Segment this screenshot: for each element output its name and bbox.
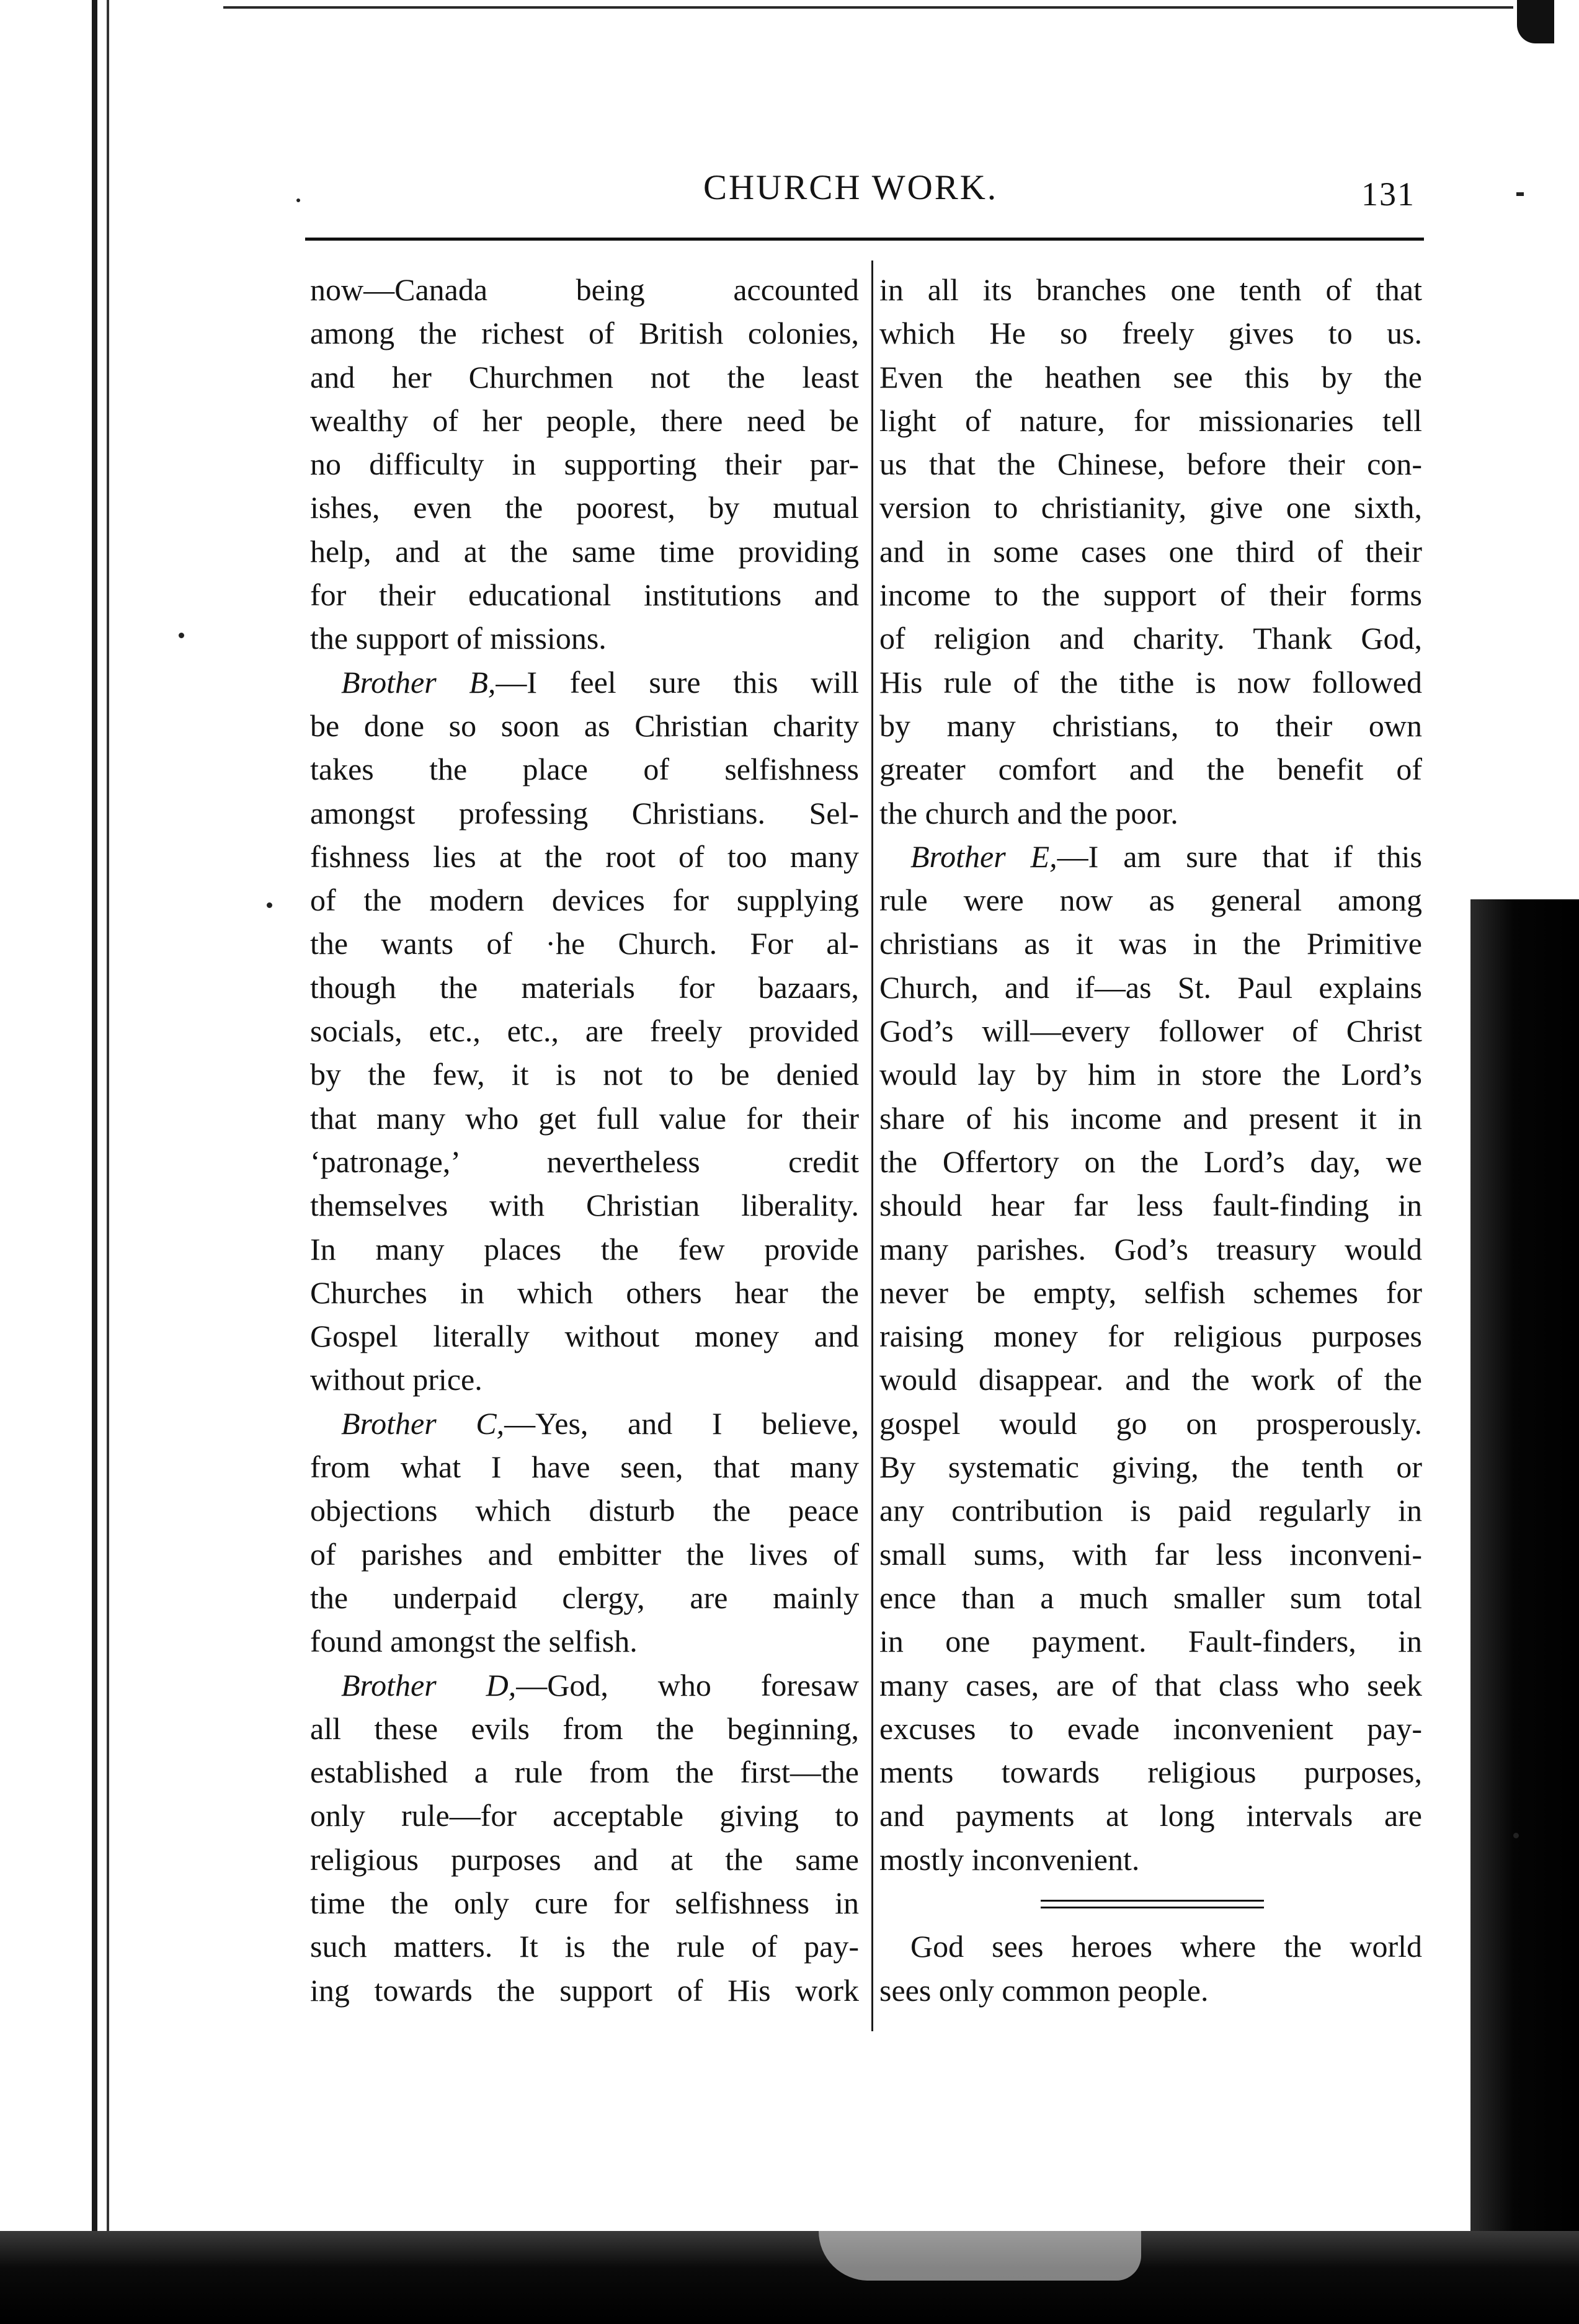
scan-right-edge	[1470, 899, 1579, 2324]
text-line: God’s will—every follower of Christ	[879, 1013, 1422, 1049]
text-line: would disappear. and the work of the	[879, 1362, 1422, 1397]
text-line: income to the support of their forms	[879, 577, 1422, 613]
text-line: be done so soon as Christian charity	[310, 708, 859, 743]
text-line: the church and the poor.	[879, 795, 1178, 830]
text-line: Even the heathen see this by the	[879, 359, 1422, 394]
header-dot	[296, 198, 300, 202]
text-line: many parishes. God’s treasury would	[879, 1231, 1422, 1267]
text-line: in all its branches one tenth of that	[879, 272, 1422, 307]
text-line: all these evils from the beginning,	[310, 1711, 859, 1746]
speaker-line	[310, 1663, 859, 1707]
text-line: raising money for religious purposes	[879, 1319, 1422, 1354]
text-line: which He so freely gives to us.	[879, 316, 1422, 351]
text-run: —Yes, and I believe,	[504, 1405, 859, 1441]
text-line: amongst professing Christians. Sel-	[310, 795, 859, 830]
text-run: —God, who foresaw	[516, 1667, 859, 1703]
text-line: socials, etc., etc., are freely provided	[310, 1013, 859, 1049]
text-line: God sees heroes where the world	[910, 1929, 1422, 1964]
text-line: Churches in which others hear the	[310, 1275, 859, 1310]
text-line: of the modern devices for supplying	[310, 883, 859, 918]
text-line: ishes, even the poorest, by mutual	[310, 490, 859, 525]
text-line: of parishes and embitter the lives of	[310, 1536, 859, 1572]
text-line: mostly inconvenient.	[879, 1841, 1140, 1877]
running-head: CHURCH WORK.	[703, 168, 999, 207]
text-line: no difficulty in supporting their par-	[310, 447, 859, 482]
text-line: ence than a much smaller sum total	[879, 1580, 1422, 1615]
section-divider	[879, 1881, 1422, 1925]
text-line: for their educational institutions and	[310, 577, 859, 613]
right-column	[879, 268, 1422, 2012]
text-line: by the few, it is not to be denied	[310, 1057, 859, 1092]
text-line: that many who get full value for their	[310, 1100, 859, 1136]
text-line: the wants of ·he Church. For al-	[310, 926, 859, 961]
speaker-name: Brother D,	[341, 1667, 517, 1703]
text-run: —I feel sure this will	[496, 664, 859, 700]
scan-top-right-corner	[1517, 0, 1554, 43]
text-line: fishness lies at the root of too many	[310, 839, 859, 874]
text-line: now—Canada being accounted	[310, 272, 859, 307]
text-line: any contribution is paid regularly in	[879, 1493, 1422, 1528]
speaker-name: Brother C,	[341, 1405, 505, 1441]
text-line: and her Churchmen not the least	[310, 359, 859, 394]
text-line: the support of missions.	[310, 621, 607, 656]
text-line: should hear far less fault-finding in	[879, 1188, 1422, 1223]
text-line: objections which disturb the peace	[310, 1493, 859, 1528]
text-line: time the only cure for selfishness in	[310, 1885, 859, 1920]
text-line: us that the Chinese, before their con-	[879, 447, 1422, 482]
double-rule	[1041, 1900, 1264, 1908]
text-line: By systematic giving, the tenth or	[879, 1449, 1422, 1485]
text-line: takes the place of selfishness	[310, 752, 859, 787]
header-tick	[1516, 192, 1524, 196]
text-line: excuses to evade inconvenient pay-	[879, 1711, 1422, 1746]
text-line: and in some cases one third of their	[879, 533, 1422, 569]
text-line: Church, and if—as St. Paul explains	[879, 969, 1422, 1005]
left-column	[310, 268, 859, 2012]
text-line: christians as it was in the Primitive	[879, 926, 1422, 961]
speaker-line	[310, 661, 859, 704]
scan-speck	[267, 902, 272, 908]
speaker-name: Brother E,	[910, 839, 1057, 874]
scan-bottom-edge	[0, 2231, 1579, 2324]
speaker-line	[879, 835, 1422, 878]
text-line: share of his income and present it in	[879, 1100, 1422, 1136]
text-line: wealthy of her people, there need be	[310, 403, 859, 438]
text-line: though the materials for bazaars,	[310, 969, 859, 1005]
scan-speck	[179, 633, 184, 638]
text-line: only rule—for acceptable giving to	[310, 1798, 859, 1833]
text-run: —I am sure that if this	[1057, 839, 1422, 874]
text-line: ‘patronage,’ nevertheless credit	[310, 1144, 859, 1179]
text-line: ing towards the support of His work	[310, 1972, 859, 2008]
text-line: themselves with Christian liberality.	[310, 1188, 859, 1223]
header-rule	[305, 238, 1424, 241]
scan-left-edge	[92, 0, 97, 2233]
column-divider	[871, 260, 873, 2031]
text-line: help, and at the same time providing	[310, 533, 859, 569]
text-line: small sums, with far less inconveni-	[879, 1536, 1422, 1572]
text-line: light of nature, for missionaries tell	[879, 403, 1422, 438]
scan-left-edge-secondary	[107, 0, 109, 2233]
text-line: religious purposes and at the same	[310, 1841, 859, 1877]
text-line: in one payment. Fault-finders, in	[879, 1624, 1422, 1659]
text-line: by many christians, to their own	[879, 708, 1422, 743]
text-line: In many places the few provide	[310, 1231, 859, 1267]
text-line: the Offertory on the Lord’s day, we	[879, 1144, 1422, 1179]
scan-speck	[1513, 1833, 1519, 1838]
text-line: among the richest of British colonies,	[310, 316, 859, 351]
text-line: the underpaid clergy, are mainly	[310, 1580, 859, 1615]
text-line: ments towards religious purposes,	[879, 1755, 1422, 1790]
text-line: His rule of the tithe is now followed	[879, 664, 1422, 700]
text-line: without price.	[310, 1362, 483, 1397]
text-line: sees only common people.	[879, 1972, 1209, 2008]
text-line: from what I have seen, that many	[310, 1449, 859, 1485]
text-line: Gospel literally without money and	[310, 1319, 859, 1354]
text-line: never be empty, selfish schemes for	[879, 1275, 1422, 1310]
text-line: version to christianity, give one sixth,	[879, 490, 1422, 525]
text-line: such matters. It is the rule of pay-	[310, 1929, 859, 1964]
text-line: found amongst the selfish.	[310, 1624, 638, 1659]
text-line: rule were now as general among	[879, 883, 1422, 918]
text-line: of religion and charity. Thank God,	[879, 621, 1422, 656]
text-line: and payments at long intervals are	[879, 1798, 1422, 1833]
page-number: 131	[1361, 176, 1415, 213]
scan-top-edge	[223, 6, 1513, 9]
text-line: many cases, are of that class who seek	[879, 1667, 1422, 1703]
text-line: greater comfort and the benefit of	[879, 752, 1422, 787]
speaker-line	[310, 1402, 859, 1445]
speaker-name: Brother B,	[341, 664, 496, 700]
text-line: gospel would go on prosperously.	[879, 1405, 1422, 1441]
text-line: would lay by him in store the Lord’s	[879, 1057, 1422, 1092]
text-line: established a rule from the first—the	[310, 1755, 859, 1790]
